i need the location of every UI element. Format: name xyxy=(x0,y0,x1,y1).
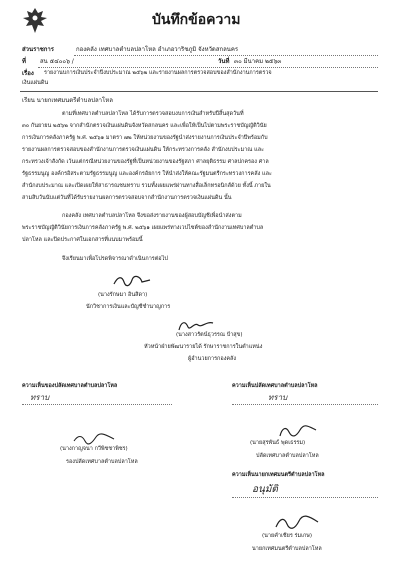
para1-line: กระทรวงเจ้าสังกัด เว้นแต่กรณีหน่วยงานของรัฐที่เป็นหน่วยงานของรัฐสภา ศาลยุติธรรม ศาลปกครอง ศาล xyxy=(22,159,269,165)
deputy-box-title: ความเห็นของปลัดเทศบาลตำบลปลาโหล xyxy=(22,383,118,389)
clerk-box-title: ความเห็นปลัดเทศบาลตำบลปลาโหล xyxy=(232,383,318,389)
signature-mark-deputy xyxy=(72,432,116,446)
signer2-name: (นางสาวรัตน์ธุวรรณ ป้าสุข) xyxy=(176,332,243,338)
signer1-position: นักวิชาการเงินและบัญชีชำนาญการ xyxy=(86,304,171,310)
signature-mark-1 xyxy=(112,274,152,288)
mayor-handwritten-note: อนุมัติ xyxy=(252,484,278,495)
clerk-position: ปลัดเทศบาลตำบลปลาโหล xyxy=(256,453,319,459)
mayor-name: (นายคำเชียร ร่มเกษ) xyxy=(262,533,313,539)
para1-line: รัฐธรรมนูญ องค์กรอิสระตามรัฐธรรมนูญ และองค์กรอัยการ ให้นำส่งให้คณะรัฐมนตรีกระทรวงการคลัง และ xyxy=(22,171,272,177)
mayor-box-title: ความเห็นนายกเทศมนตรีตำบลปลาโหล xyxy=(232,472,325,478)
para1-line: สามสิบวันนับแต่วันที่ได้รับรายงานผลการตรวจสอบจากสำนักงานการตรวจเงินแผ่นดิน นั้น xyxy=(22,195,232,201)
clerk-handwritten-note: ทราบ xyxy=(268,393,288,402)
date-value: ๓๐ มีนาคม ๒๕๖๓ xyxy=(234,58,282,65)
mayor-position: นายกเทศมนตรีตำบลปลาโหล xyxy=(252,546,322,552)
para2-line: พระราชบัญญัติวินัยการเงินการคลังภาครัฐ พ.ศ. ๒๕๖๑ เผยแพร่ทางเวปไซต์ของสำนักงานเทศบาลตำบล xyxy=(22,225,264,231)
ref-label: ที่ xyxy=(22,58,26,65)
agency-value: กองคลัง เทศบาลตำบลปลาโหล อำเภอวาริชภูมิ จังหวัดสกลนคร xyxy=(76,46,239,53)
signer2-position2: ผู้อำนวยการกองคลัง xyxy=(188,356,237,362)
para1-line: ตามที่เทศบาลตำบลปลาโหล ได้รับการตรวจสอบงบการเงินสำหรับปีสิ้นสุดวันที่ xyxy=(62,111,244,117)
subject-line-1: รายงานบการเงินประจำปีงบประมาณ ๒๕๖๒ และรายงานผลการตรวจสอบของสำนักงานการตรวจ xyxy=(44,70,272,76)
subject-line-2: เงินแผ่นดิน xyxy=(22,80,49,86)
deputy-name: (นางกาญจนา กวีพิชชาพิชร) xyxy=(60,446,128,452)
garuda-emblem-icon xyxy=(21,6,49,36)
para1-line: รายงานผลการตรวจสอบของสำนักงานการตรวจเงินแผ่นดิน ให้กระทรวงการคลัง สำนักงบประมาณ และ xyxy=(22,147,265,153)
signer1-name: (นางรักษมา อินสิดา) xyxy=(98,292,148,298)
closing-line: จึงเรียนมาเพื่อโปรดพิจารณาดำเนินการต่อไป xyxy=(62,256,168,262)
memo-title: บันทึกข้อความ xyxy=(152,12,241,28)
date-label: วันที่ xyxy=(218,58,230,65)
deputy-position: รองปลัดเทศบาลตำบลปลาโหล xyxy=(66,459,138,465)
salutation: เรียน นายกเทศมนตรีตำบลปลาโหล xyxy=(22,97,113,104)
signer2-position1: หัวหน้าฝ่ายพัฒนารายได้ รักษาราชการในตำแหน่ง xyxy=(144,344,263,350)
para1-line: ๓๐ กันยายน ๒๕๖๒ จากสำนักตรวจเงินแผ่นดินจังหวัดสกลนคร และเพื่อให้เป็นไปตามพระราชบัญญัติวินัย xyxy=(22,123,267,129)
clerk-name: (นายสุรพันธ์ พุดเธรรม) xyxy=(250,440,306,446)
para1-line: การเงินการคลังภาครัฐ พ.ศ. ๒๕๖๑ มาตรา ๗๒ ให้หน่วยงานของรัฐนำส่งรายงานการเงินประจำปีพร้อมกับ xyxy=(22,135,268,141)
agency-label: ส่วนราชการ xyxy=(22,46,55,53)
signature-mark-mayor xyxy=(274,514,320,532)
subject-label: เรื่อง xyxy=(22,70,34,77)
para2-line: ปลาโหล และปิดประกาศในเอกสารที่แนบมาพร้อมนี้ xyxy=(22,237,143,243)
ref-value: สน ๕๔๐๐๖ / xyxy=(40,58,74,65)
signature-mark-clerk xyxy=(278,424,318,440)
para1-line: สำนักงบประมาณ และเปิดเผยให้สาธารณชนทราบ รวมทั้งเผยแพร่ผ่านทางสื่อเล็กทรอนิกส์ด้วย ทั้งนี้ ภายใน xyxy=(22,183,271,189)
deputy-handwritten-note: ทราบ xyxy=(30,393,50,402)
para2-line: กองคลัง เทศบาลตำบลปลาโหล จึงขอส่งรายงานของผู้สอบบัญชีเพื่อนำส่งตาม xyxy=(62,213,242,219)
